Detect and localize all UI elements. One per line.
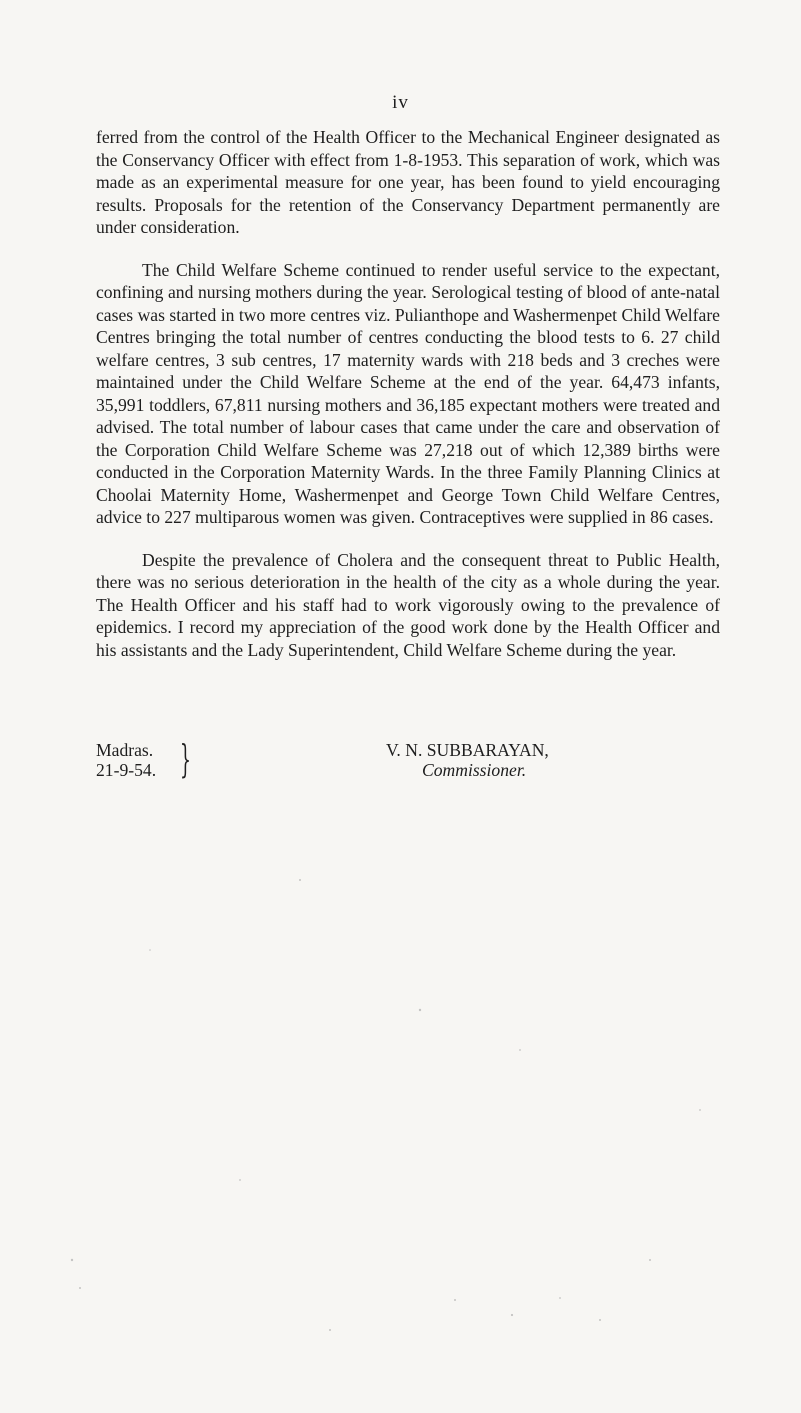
place: Madras. (96, 740, 154, 760)
body-text (96, 126, 720, 681)
signoff-block (96, 737, 736, 790)
paragraph-conservancy: ferred from the control of the Health Officer to the Mechanical Engineer designated as the Conservancy Officer with effect from 1-8-1953. This separation of work, which was made as an experimental measure for one year, has been found to yield encouraging results. Proposals for the retention of the Conservancy Department permanently are under consideration. (96, 127, 720, 237)
signature-block (386, 740, 549, 780)
brace-glyph: } (180, 737, 191, 781)
place-date (96, 740, 156, 780)
paragraph-child-welfare: The Child Welfare Scheme continued to render useful service to the expectant, confining and nursing mothers during the year. Serological testing of blood of ante-natal cases was started in two more centres viz. Pulianthope and Washermenpet Child Welfare Centres bringing the total number of centres conducting the blood tests to 6. 27 child welfare centres, 3 sub centres, 17 maternity wards with 218 beds and 3 creches were maintained under the Child Welfare Scheme at the end of the year. 64,473 infants, 35,991 toddlers, 67,811 nursing mothers and 36,185 expectant mothers were treated and advised. The total number of labour cases that came under the care and observation of the Corporation Child Welfare Scheme was 27,218 out of which 12,389 births were conducted in the Corporation Maternity Wards. In the three Family Planning Clinics at Choolai Maternity Home, Washermenpet and George Town Child Welfare Centres, advice to 227 multiparous women was given. Contraceptives were supplied in 86 cases. (96, 259, 720, 527)
date: 21-9-54. (96, 760, 157, 780)
paragraph-public-health: Despite the prevalence of Cholera and the consequent threat to Public Health, there was no serious deterioration in the health of the city as a whole during the year. The Health Officer and his staff had to work vigorously owing to the prevalence of epidemics. I record my appreciation of the good work done by the Health Officer and his assistants and the Lady Superintendent, Child Welfare Scheme during the year. (96, 549, 720, 660)
page-number: iv (392, 92, 409, 113)
signatory-title: Commissioner. (422, 760, 527, 780)
signatory-name: V. N. SUBBARAYAN, (386, 740, 549, 760)
